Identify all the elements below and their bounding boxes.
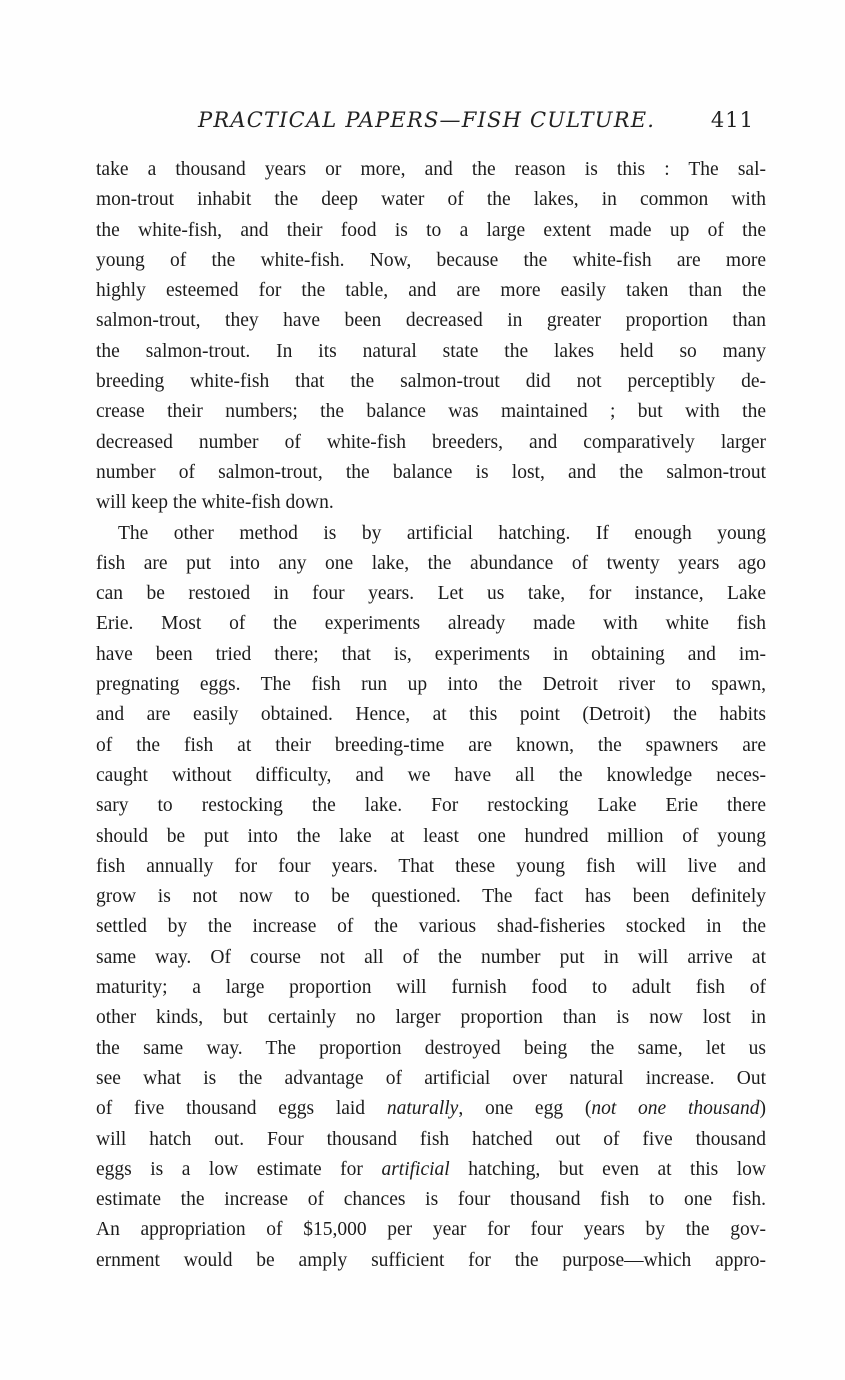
text-line: fish annually for four years. That these young fish will live and xyxy=(96,855,766,877)
text-line: mon-trout inhabit the deep water of the lakes, in common with xyxy=(96,189,766,211)
text-line: young of the white-fish. Now, because the white-fish are more xyxy=(96,249,766,271)
text-segment: , one egg ( xyxy=(458,1098,592,1120)
text-line: will hatch out. Four thousand fish hatched out of five thousand xyxy=(96,1128,766,1150)
text-line: should be put into the lake at least one hundred million of young xyxy=(96,825,766,847)
text-line: pregnating eggs. The fish run up into the Detroit river to spawn, xyxy=(96,674,766,696)
text-segment: of five thousand eggs laid xyxy=(96,1098,387,1120)
text-line: salmon-trout, they have been decreased in greater proportion than xyxy=(96,310,766,332)
text-line: ernment would be amply sufficient for the purpose—which appro- xyxy=(96,1249,766,1271)
text-line: The other method is by artificial hatching. If enough young xyxy=(118,522,766,544)
italic-naturally: naturally xyxy=(386,1098,459,1120)
text-line-with-italics xyxy=(96,1094,766,1124)
italic-not-one-thousand: not one thousand xyxy=(591,1098,760,1120)
page-number: 411 xyxy=(710,108,754,132)
running-head-title: PRACTICAL PAPERS—FISH CULTURE. xyxy=(198,108,656,132)
text-line: other kinds, but certainly no larger proportion than is now lost in xyxy=(96,1007,766,1029)
text-line: breeding white-fish that the salmon-trout did not perceptibly de- xyxy=(96,371,766,393)
text-line: the salmon-trout. In its natural state the lakes held so many xyxy=(96,340,766,362)
text-line: will keep the white-fish down. xyxy=(96,492,334,514)
text-line: sary to restocking the lake. For restocking Lake Erie there xyxy=(96,795,766,817)
text-line: same way. Of course not all of the number put in will arrive at xyxy=(96,946,766,968)
text-line: decreased number of white-fish breeders, and comparatively larger xyxy=(96,431,766,453)
text-line: the same way. The proportion destroyed being the same, let us xyxy=(96,1037,766,1059)
text-line: Erie. Most of the experiments already made with white fish xyxy=(96,613,766,635)
text-line: have been tried there; that is, experiments in obtaining and im- xyxy=(96,643,766,665)
text-line: An appropriation of $15,000 per year for four years by the gov- xyxy=(96,1219,766,1241)
text-line: the white-fish, and their food is to a large extent made up of the xyxy=(96,219,766,241)
text-segment: hatching, but even at this low xyxy=(449,1158,766,1180)
italic-artificial: artificial xyxy=(381,1158,450,1180)
body-text xyxy=(96,155,766,1276)
text-line: crease their numbers; the balance was maintained ; but with the xyxy=(96,401,766,423)
text-line: take a thousand years or more, and the reason is this : The sal- xyxy=(96,159,766,180)
text-line: maturity; a large proportion will furnish food to adult fish of xyxy=(96,977,766,999)
text-line: number of salmon-trout, the balance is lost, and the salmon-trout xyxy=(96,461,766,483)
text-line: see what is the advantage of artificial over natural increase. Out xyxy=(96,1067,766,1089)
text-line: caught without difficulty, and we have all the knowledge neces- xyxy=(96,764,766,786)
text-line: grow is not now to be questioned. The fact has been definitely xyxy=(96,886,766,908)
text-line: highly esteemed for the table, and are more easily taken than the xyxy=(96,280,766,302)
text-line: can be restoıed in four years. Let us take, for instance, Lake xyxy=(96,583,766,605)
text-line: fish are put into any one lake, the abundance of twenty years ago xyxy=(96,552,766,574)
text-segment: eggs is a low estimate for xyxy=(96,1158,382,1180)
text-line: settled by the increase of the various shad-fisheries stocked in the xyxy=(96,916,766,938)
running-head xyxy=(96,108,766,138)
text-line: of the fish at their breeding-time are known, the spawners are xyxy=(96,734,766,756)
text-segment: ) xyxy=(759,1098,766,1120)
text-line-with-italics xyxy=(96,1155,766,1185)
text-line: and are easily obtained. Hence, at this point (Detroit) the habits xyxy=(96,704,766,726)
text-line: estimate the increase of chances is four thousand fish to one fish. xyxy=(96,1189,766,1211)
